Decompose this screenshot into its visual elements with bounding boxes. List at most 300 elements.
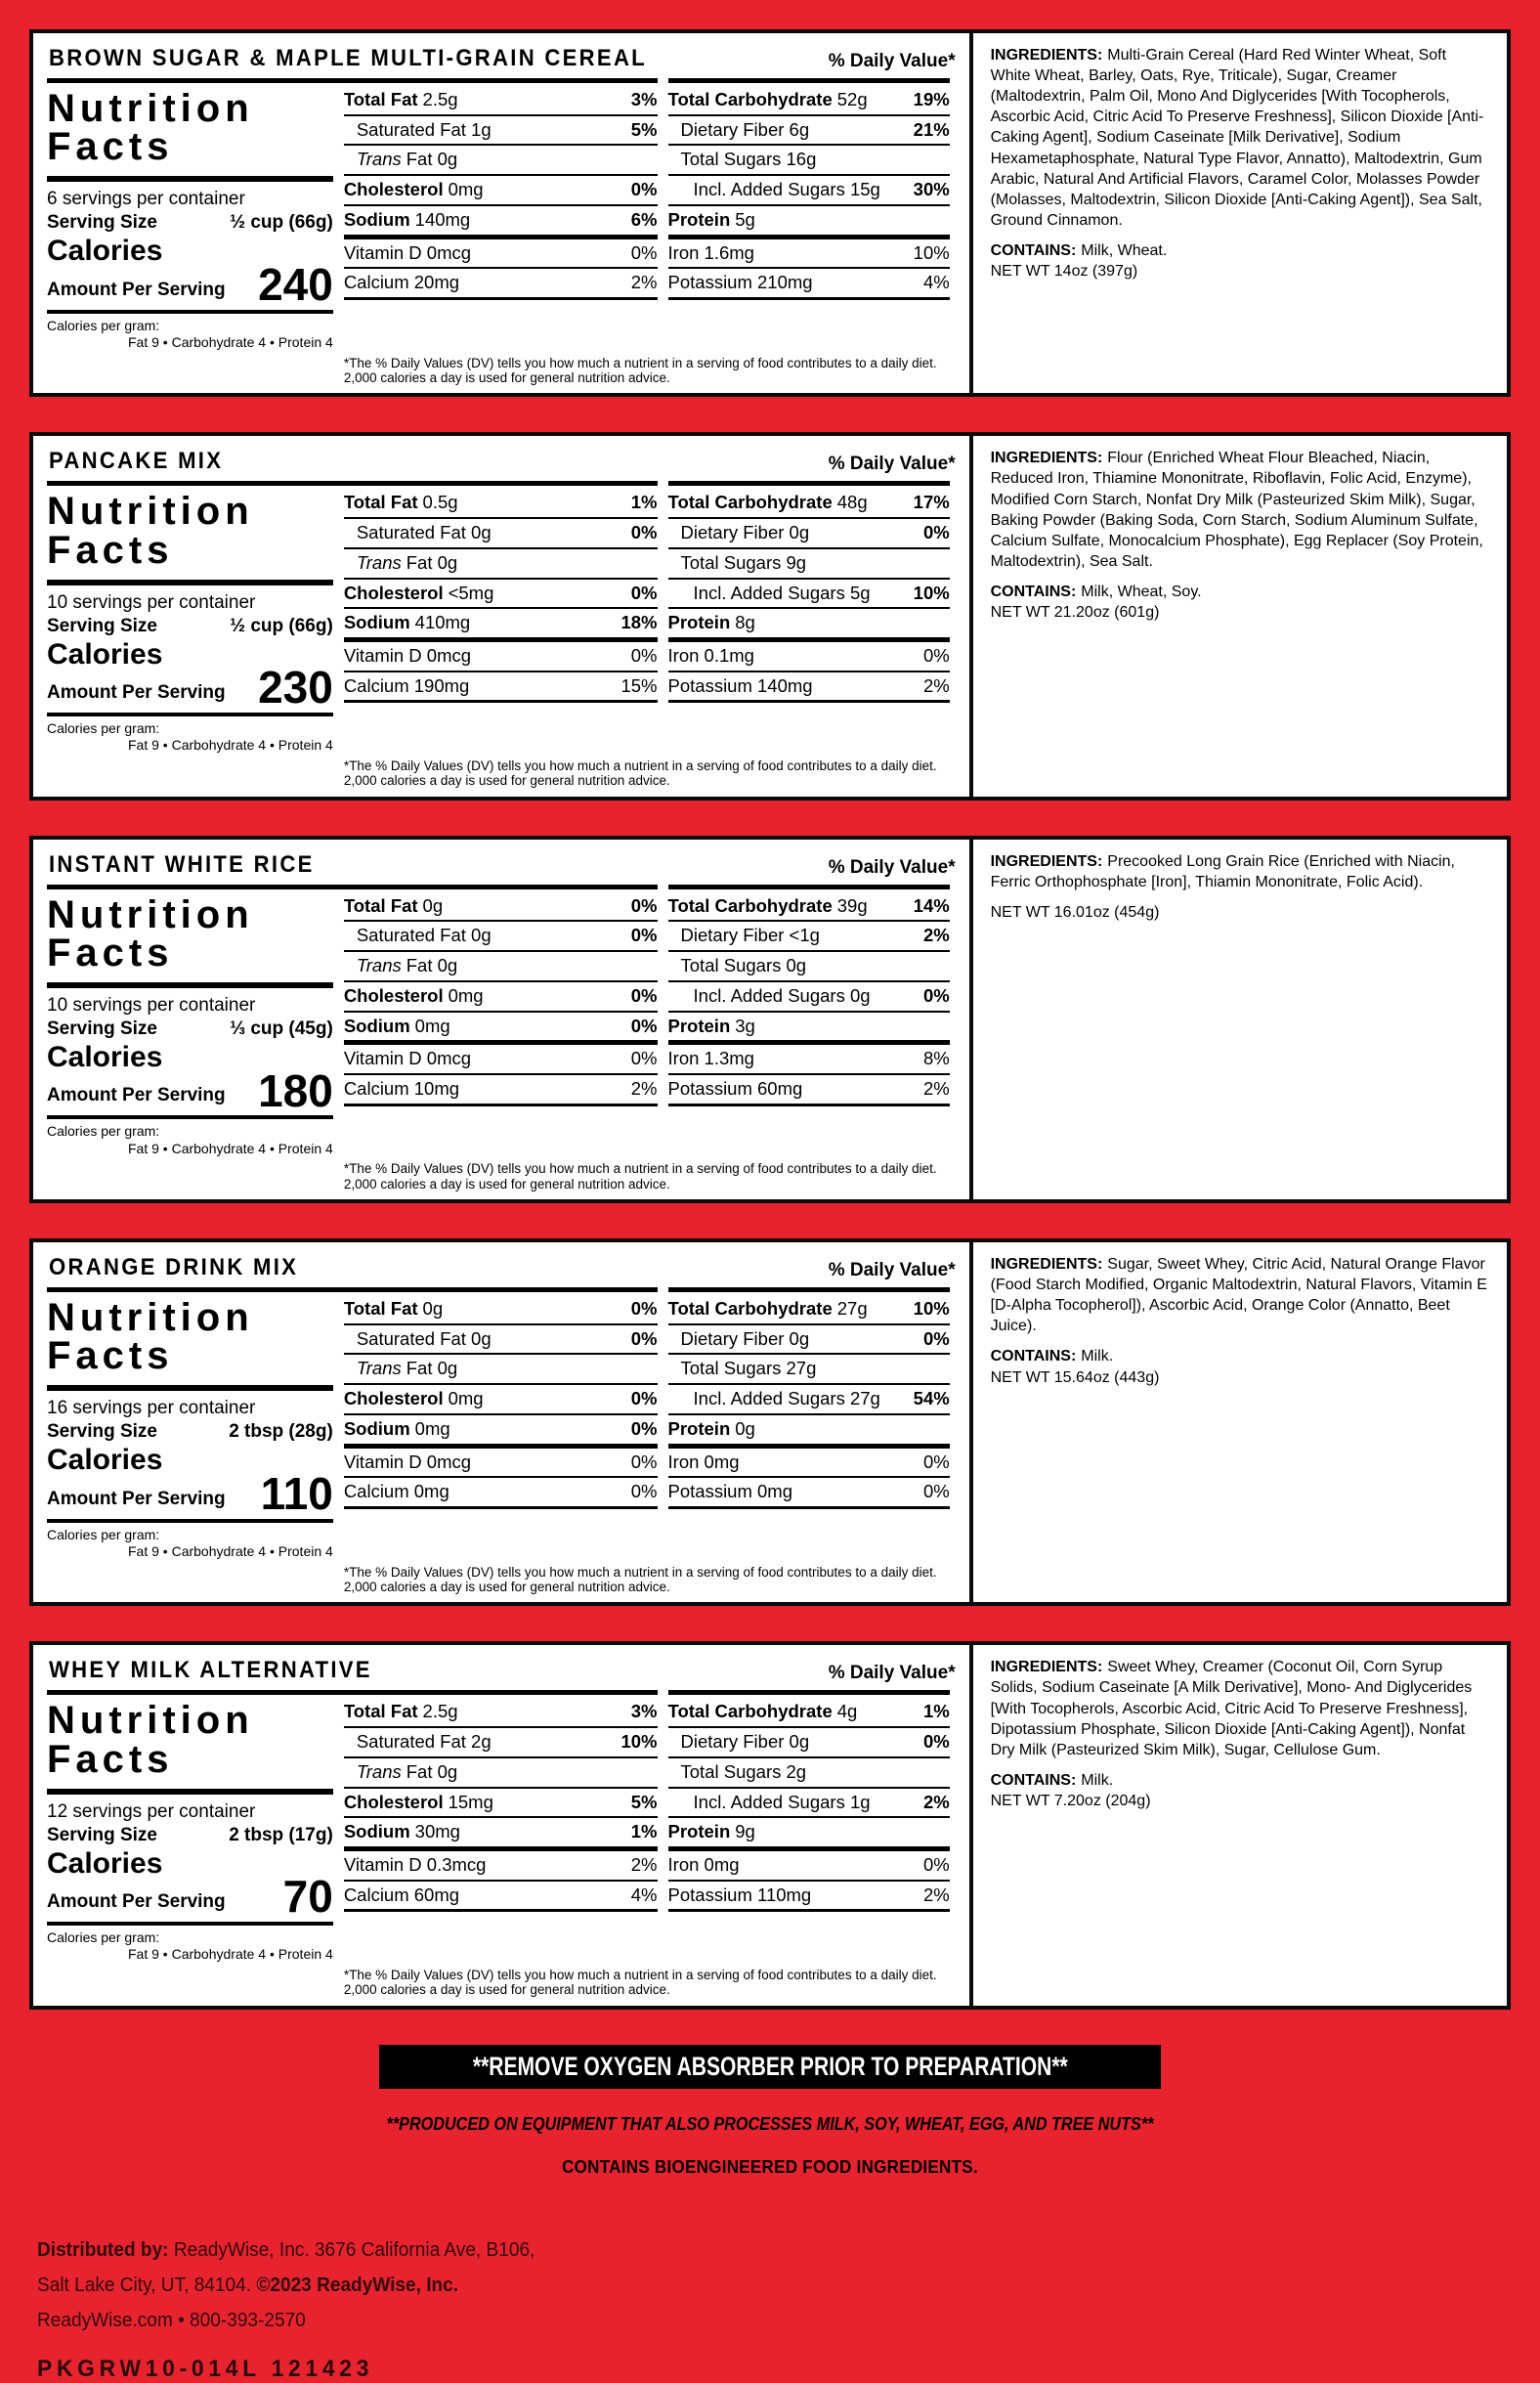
daily-value-percent: 0% (922, 1731, 950, 1753)
nutrient-amount: Total Sugars 27g (680, 1358, 817, 1379)
calories-value: 180 (258, 1064, 333, 1116)
nutrient-label (668, 1762, 807, 1783)
servings-per-container: 6 servings per container (47, 189, 245, 210)
serving-size-label: Serving Size (47, 212, 157, 234)
ingredients-label: INGREDIENTS: (990, 1659, 1103, 1676)
nutrient-amount: Saturated Fat 0g (356, 1327, 492, 1349)
nutrient-row (344, 235, 658, 268)
nutrient-amount: Potassium 0mg (667, 1481, 793, 1502)
serving-size-value: 2 tbsp (28g) (229, 1421, 333, 1443)
nutrient-name: Cholesterol (343, 1388, 444, 1409)
nutrient-row (344, 892, 658, 921)
nutrient-name-italic: Trans (356, 149, 402, 170)
nutrition-facts-heading (47, 1296, 333, 1378)
nutrient-amount: Saturated Fat 2g (356, 1731, 492, 1753)
daily-value-footnote: *The % Daily Values (DV) tells you how much a nutrient in a serving of food contributes to a daily diet. 2,000 calories a day is used for general nutrition advice. (343, 758, 937, 789)
heavy-rule (47, 580, 333, 585)
daily-value-percent: 0% (630, 1388, 658, 1409)
ingredients-paragraph (991, 45, 1489, 231)
nutrient-row (668, 671, 950, 704)
nutrient-label (668, 646, 754, 667)
nutrient-row (668, 578, 950, 608)
servings-per-container: 12 servings per container (47, 1800, 256, 1822)
heavy-rule (47, 982, 333, 988)
nutrient-name: Total Carbohydrate (667, 89, 833, 109)
daily-value-percent: 21% (913, 118, 950, 140)
ingredients-area (969, 436, 1507, 796)
nutrient-label (344, 896, 443, 917)
nutrition-facts-word2: Facts (47, 1334, 174, 1378)
daily-value-percent: 1% (630, 1821, 658, 1842)
nutrient-row (344, 204, 658, 235)
daily-value-percent: 0% (922, 1451, 950, 1472)
nutrient-row (344, 1880, 658, 1913)
calories-heading: Calories (47, 235, 163, 268)
nutrient-row (668, 1816, 950, 1846)
nutrient-row (344, 1295, 658, 1323)
nutrient-row (344, 637, 658, 671)
nutrient-label (668, 1299, 868, 1320)
nutrient-amount: 0.5g (422, 492, 458, 513)
panel-list (29, 29, 1511, 2010)
nutrient-row (344, 1726, 658, 1756)
amount-per-serving-label: Amount Per Serving (47, 279, 226, 300)
heavy-rule (47, 1789, 333, 1795)
daily-value-percent: 10% (913, 582, 950, 603)
serving-size-label: Serving Size (47, 1824, 157, 1845)
nutrient-label (344, 1079, 459, 1100)
nutrient-label (668, 1049, 754, 1069)
nutrient-label (344, 1359, 457, 1379)
daily-value-percent: 10% (913, 241, 950, 263)
nutrient-label (668, 150, 817, 170)
daily-value-percent: 19% (913, 89, 950, 109)
nutrient-name: Total Fat (343, 894, 418, 916)
header-rule (47, 885, 658, 889)
ingredients-label: INGREDIENTS: (990, 852, 1103, 870)
servings-per-container: 10 servings per container (47, 591, 256, 613)
nutrient-amount: Incl. Added Sugars 0g (693, 984, 871, 1006)
nutrient-amount: Calcium 20mg (343, 272, 460, 293)
bioengineered-statement: CONTAINS BIOENGINEERED FOOD INGREDIENTS. (562, 2155, 978, 2177)
nutrition-facts-word2: Facts (47, 528, 174, 572)
nutrient-amount: 0mg (448, 179, 484, 200)
nutrient-row (344, 1444, 658, 1477)
nutrient-row (344, 607, 658, 637)
daily-value-percent: 0% (630, 894, 658, 916)
daily-value-percent: 15% (620, 674, 658, 696)
ingredients-text: Sugar, Sweet Whey, Citric Acid, Natural Orange Flavor (Food Starch Modified, Organic Maltodextrin, Natural Flavors, Vitamin E [D-Alpha Tocopherol]), Ascorbic Acid, Orange Color (Annatto, Beet Juice). (990, 1256, 1487, 1335)
daily-value-percent: 0% (630, 1327, 658, 1349)
allergen-equipment-warning: **PRODUCED ON EQUIPMENT THAT ALSO PROCESSES MILK, SOY, WHEAT, EGG, AND TREE NUTS** (386, 2113, 1154, 2134)
serving-size-label: Serving Size (47, 615, 157, 636)
nutrient-amount: Fat 0g (406, 551, 458, 573)
nutrient-name: Sodium (343, 1821, 410, 1842)
nutrition-grid (47, 481, 956, 788)
nutrient-row (344, 86, 658, 114)
daily-value-percent: 0% (630, 1048, 658, 1069)
nutrient-label (668, 180, 880, 200)
contains-label: CONTAINS: (990, 1348, 1077, 1365)
nutrient-row (668, 174, 950, 204)
calories-heading: Calories (47, 1444, 163, 1477)
calories-per-gram-values: Fat 9 • Carbohydrate 4 • Protein 4 (128, 1543, 333, 1560)
nutrient-label (668, 1822, 755, 1842)
nutrient-label (344, 1482, 449, 1502)
nutrient-row (344, 1698, 658, 1726)
nutrient-row (668, 950, 950, 980)
nutrient-row (344, 950, 658, 980)
nutrient-label (668, 1079, 803, 1100)
nutrient-row (668, 980, 950, 1011)
nutrient-label (344, 1762, 457, 1783)
panel-header (47, 1653, 956, 1690)
nutrient-row (668, 114, 950, 145)
contains-paragraph (991, 1346, 1489, 1366)
nutrient-amount: 0g (422, 1298, 444, 1320)
nutrient-label (344, 1885, 459, 1906)
nutrient-amount: Total Sugars 16g (680, 149, 817, 170)
nutrient-row (344, 1073, 658, 1106)
daily-value-percent: 5% (630, 1791, 658, 1812)
nutrient-amount: Fat 0g (406, 1760, 458, 1782)
daily-value-percent: 3% (630, 89, 658, 109)
daily-value-percent: 14% (913, 894, 950, 916)
calories-per-gram-values: Fat 9 • Carbohydrate 4 • Protein 4 (128, 334, 333, 351)
contains-paragraph (991, 240, 1489, 261)
daily-value-footnote: *The % Daily Values (DV) tells you how much a nutrient in a serving of food contributes to a daily diet. 2,000 calories a day is used for general nutrition advice. (343, 1967, 937, 1998)
mid-rule (47, 1115, 333, 1119)
nutrient-row (344, 489, 658, 517)
nutrient-amount: 48g (836, 492, 868, 513)
daily-value-percent: 3% (630, 1701, 658, 1722)
nutrient-row (668, 144, 950, 174)
calories-value: 110 (260, 1467, 333, 1519)
ingredients-label: INGREDIENTS: (990, 1256, 1103, 1274)
nutrient-label (668, 553, 807, 574)
ingredients-text: Flour (Enriched Wheat Flour Bleached, Niacin, Reduced Iron, Thiamine Mononitrate, Riboflavin, Folic Acid, Enzyme), Modified Corn Starch, Nonfat Dry Milk (Pasteurized Skim Milk), Sugar, Baking Powder (Baking Soda, Corn Starch, Sodium Aluminum Sulfate, Calcium Sulfate, Monocalcium Phosphate), Egg Replacer (Soy Protein, Maltodextrin), Sea Salt. (990, 450, 1483, 570)
ingredients-paragraph (991, 1254, 1489, 1336)
nutrient-amount: Potassium 210mg (667, 272, 813, 293)
nutrient-amount: Calcium 60mg (343, 1884, 460, 1905)
nutrient-label (344, 1017, 450, 1037)
serving-size-value: 2 tbsp (17g) (229, 1824, 333, 1845)
nutrient-label (344, 613, 470, 633)
product-title: PANCAKE MIX (49, 448, 224, 475)
daily-value-percent: 0% (630, 925, 658, 946)
nutrient-label (344, 180, 484, 200)
contains-text: Milk, Wheat. (1081, 241, 1168, 259)
ingredients-paragraph (991, 1657, 1489, 1760)
nutrition-panel (29, 432, 1511, 800)
nutrient-amount: Potassium 60mg (667, 1078, 803, 1099)
daily-value-percent: 17% (913, 492, 950, 513)
serving-size-label: Serving Size (47, 1018, 157, 1040)
nutrient-row (668, 1413, 950, 1444)
product-title: WHEY MILK ALTERNATIVE (49, 1657, 372, 1684)
daily-value-percent: 0% (630, 1298, 658, 1320)
nutrient-amount: 3g (735, 1015, 755, 1036)
nutrition-facts-word1: Nutrition (47, 1296, 254, 1340)
nutrient-amount: <5mg (448, 582, 494, 603)
calories-row (47, 258, 333, 310)
nutrient-label (344, 1299, 443, 1320)
nutrition-facts-heading (47, 892, 333, 975)
calories-per-gram-label: Calories per gram: (47, 317, 160, 333)
oxygen-warning-text: **REMOVE OXYGEN ABSORBER PRIOR TO PREPARATION** (472, 2051, 1068, 2081)
nutrition-grid (47, 1287, 956, 1594)
daily-value-header: % Daily Value* (828, 1663, 956, 1684)
nutrient-row (344, 1383, 658, 1413)
nutrient-column-1 (344, 1295, 658, 1561)
nutrient-label (344, 523, 492, 543)
nutrient-row (668, 1726, 950, 1756)
calories-heading: Calories (47, 1846, 163, 1880)
nutrient-row (668, 637, 950, 671)
daily-value-percent: 1% (922, 1701, 950, 1722)
nutrient-name: Total Carbohydrate (667, 1298, 833, 1320)
nutrient-row (668, 1476, 950, 1509)
mid-rule (47, 1922, 333, 1926)
nutrient-row (668, 1383, 950, 1413)
serving-size-row (47, 212, 333, 234)
nutrient-name: Sodium (343, 1417, 410, 1439)
mid-rule (47, 310, 333, 314)
daily-value-footnote: *The % Daily Values (DV) tells you how much a nutrient in a serving of food contributes to a daily diet. 2,000 calories a day is used for general nutrition advice. (343, 355, 937, 385)
nutrient-row (344, 1323, 658, 1354)
nutrient-row (344, 267, 658, 300)
nutrition-facts-word2: Facts (47, 931, 174, 975)
header-rule (668, 78, 950, 83)
nutrient-row (344, 1413, 658, 1444)
nutrient-row (344, 1846, 658, 1880)
nutrient-column-2 (668, 892, 950, 1158)
nutrient-label (344, 553, 457, 574)
heavy-rule (47, 176, 333, 182)
nutrient-column-2 (668, 86, 950, 352)
nutrient-amount: Calcium 0mg (343, 1481, 449, 1502)
distributor-block (29, 2238, 1511, 2383)
nutrition-facts-area (33, 1645, 969, 2005)
nutrient-column-2 (668, 489, 950, 755)
nutrient-column-1 (344, 489, 658, 755)
nutrient-name: Total Fat (343, 1701, 418, 1722)
nutrient-amount: Fat 0g (406, 955, 458, 976)
nutrient-row (668, 86, 950, 114)
ingredients-label: INGREDIENTS: (990, 450, 1103, 467)
product-title: BROWN SUGAR & MAPLE MULTI-GRAIN CEREAL (49, 45, 647, 71)
nutrient-label (668, 120, 810, 141)
nutrient-row (668, 1756, 950, 1787)
nutrient-label (668, 1885, 812, 1906)
ingredients-area (969, 840, 1507, 1199)
nutrient-amount: Dietary Fiber 0g (680, 1327, 810, 1349)
nutrition-facts-heading (47, 490, 333, 572)
nutrient-name: Total Fat (343, 492, 418, 513)
net-weight: NET WT 15.64oz (443g) (990, 1368, 1160, 1386)
nutrient-row (668, 1880, 950, 1913)
daily-value-percent: 2% (922, 674, 950, 696)
nutrient-amount: Iron 0.1mg (667, 644, 754, 666)
nutrient-column-1 (344, 86, 658, 352)
contains-text: Milk. (1081, 1348, 1114, 1365)
nutrient-name-italic: Trans (356, 1358, 402, 1379)
daily-value-percent: 0% (630, 644, 658, 666)
nutrient-row (668, 1698, 950, 1726)
distributor-line (37, 2238, 1407, 2262)
nutrient-amount: Dietary Fiber 0g (680, 1731, 810, 1753)
daily-value-footnote: *The % Daily Values (DV) tells you how much a nutrient in a serving of food contributes to a daily diet. 2,000 calories a day is used for general nutrition advice. (343, 1161, 937, 1192)
nutrient-label (344, 1452, 471, 1473)
contains-label: CONTAINS: (990, 584, 1077, 600)
amount-per-serving-label: Amount Per Serving (47, 1085, 226, 1106)
nutrient-label (668, 1793, 871, 1813)
nutrient-label (344, 1389, 484, 1409)
nutrient-row (668, 1787, 950, 1817)
daily-value-percent: 0% (922, 984, 950, 1006)
calories-row (47, 1064, 333, 1116)
nutrient-label (668, 1017, 755, 1037)
nutrient-column-1 (344, 1698, 658, 1964)
nutrient-amount: 140mg (414, 208, 471, 230)
nutrient-row (344, 547, 658, 578)
header-rule (47, 1690, 658, 1695)
nutrient-row (344, 1040, 658, 1073)
net-weight: NET WT 14oz (397g) (990, 263, 1138, 281)
nutrient-label (668, 523, 810, 543)
daily-value-percent: 2% (922, 925, 950, 946)
daily-value-percent: 8% (922, 1048, 950, 1069)
nutrient-name: Total Carbohydrate (667, 1701, 833, 1722)
daily-value-percent: 2% (630, 1078, 658, 1099)
nutrient-row (344, 920, 658, 950)
nutrient-label (344, 1049, 471, 1069)
nutrient-amount: 9g (735, 1821, 755, 1842)
calories-per-gram-values: Fat 9 • Carbohydrate 4 • Protein 4 (128, 1140, 333, 1156)
daily-value-percent: 4% (630, 1884, 658, 1905)
nutrient-label (344, 243, 471, 264)
nutrient-name-italic: Trans (356, 1760, 402, 1782)
nutrient-row (668, 1011, 950, 1041)
servings-per-container: 10 servings per container (47, 995, 256, 1017)
nutrient-label (668, 1482, 793, 1502)
nutrient-amount: 0mg (448, 984, 484, 1006)
daily-value-percent: 0% (922, 1481, 950, 1502)
calories-per-gram-label: Calories per gram: (47, 1928, 160, 1945)
nutrient-label (668, 1702, 858, 1722)
daily-value-percent: 0% (922, 1327, 950, 1349)
serving-size-value: ½ cup (66g) (230, 615, 333, 636)
daily-value-percent: 0% (630, 1451, 658, 1472)
nutrition-facts-word1: Nutrition (47, 490, 254, 534)
nutrition-facts-heading (47, 1699, 333, 1781)
nutrient-name: Total Fat (343, 89, 418, 109)
nutrient-label (344, 1702, 458, 1722)
nutrient-row (668, 547, 950, 578)
serving-size-label: Serving Size (47, 1421, 157, 1443)
copyright-text: ©2023 ReadyWise, Inc. (256, 2273, 459, 2296)
nutrient-amount: Vitamin D 0mcg (343, 644, 472, 666)
nutrient-label (668, 1855, 740, 1876)
nutrient-row (668, 1323, 950, 1354)
nutrition-grid (47, 78, 956, 385)
nutrient-row (344, 1816, 658, 1846)
daily-value-percent: 2% (922, 1884, 950, 1905)
nutrient-amount: Vitamin D 0mcg (343, 241, 472, 263)
nutrient-label (668, 926, 820, 946)
mid-rule (47, 1519, 333, 1523)
contains-text: Milk. (1081, 1771, 1114, 1789)
contains-label: CONTAINS: (990, 1771, 1077, 1789)
calories-per-gram-label: Calories per gram: (47, 1123, 160, 1140)
nutrient-label (344, 1732, 492, 1753)
header-rule (47, 481, 658, 486)
serving-size-row (47, 1825, 333, 1846)
serving-size-row (47, 1018, 333, 1040)
nutrient-amount: Dietary Fiber <1g (680, 925, 820, 946)
nutrition-panel (29, 1238, 1511, 1606)
nutrient-column-2 (668, 1698, 950, 1964)
nutrient-amount: 2.5g (422, 89, 458, 109)
calories-value: 240 (258, 258, 333, 310)
nutrient-amount: 0mg (414, 1417, 450, 1439)
nutrient-amount: Fat 0g (406, 149, 458, 170)
daily-value-percent: 2% (630, 272, 658, 293)
nutrient-row (668, 1073, 950, 1106)
nutrient-name: Protein (667, 208, 731, 230)
nutrient-row (344, 1787, 658, 1817)
nutrient-row (668, 517, 950, 547)
nutrient-row (668, 489, 950, 517)
nutrient-amount: Fat 0g (406, 1358, 458, 1379)
nutrient-amount: 15mg (448, 1791, 493, 1812)
nutrient-amount: Calcium 10mg (343, 1078, 460, 1099)
nutrient-label (344, 120, 492, 141)
nutrient-label (344, 150, 457, 170)
mid-rule (47, 713, 333, 716)
nutrient-amount: Potassium 110mg (667, 1884, 812, 1905)
nutrient-row (668, 607, 950, 637)
calories-per-gram-label: Calories per gram: (47, 719, 160, 736)
nutrient-amount: 8g (735, 612, 755, 633)
nutrient-amount: Iron 0mg (667, 1853, 740, 1875)
daily-value-percent: 54% (913, 1388, 950, 1409)
nutrient-name: Protein (667, 1821, 731, 1842)
nutrient-amount: Calcium 190mg (343, 674, 470, 696)
nutrient-label (344, 273, 459, 293)
nutrient-name: Protein (667, 1417, 731, 1439)
nutrient-label (668, 1452, 740, 1473)
nutrient-label (668, 243, 754, 264)
nutrient-amount: Total Sugars 9g (680, 551, 807, 573)
nutrient-amount: 0g (422, 894, 444, 916)
nutrient-amount: Saturated Fat 0g (356, 925, 492, 946)
calories-per-gram-values: Fat 9 • Carbohydrate 4 • Protein 4 (128, 1946, 333, 1963)
nutrient-row (344, 980, 658, 1011)
nutrient-row (344, 578, 658, 608)
nutrient-label (668, 676, 813, 697)
nutrient-name: Cholesterol (343, 984, 444, 1006)
nutrition-facts-word1: Nutrition (47, 892, 254, 936)
nutrient-amount: Vitamin D 0mcg (343, 1048, 472, 1069)
nutrient-row (668, 235, 950, 268)
nutrient-row (344, 671, 658, 704)
nutrient-amount: 39g (836, 894, 868, 916)
nutrient-row (668, 204, 950, 235)
net-weight: NET WT 21.20oz (601g) (990, 604, 1160, 622)
facts-summary-column (47, 892, 333, 1158)
nutrient-label (344, 90, 458, 110)
